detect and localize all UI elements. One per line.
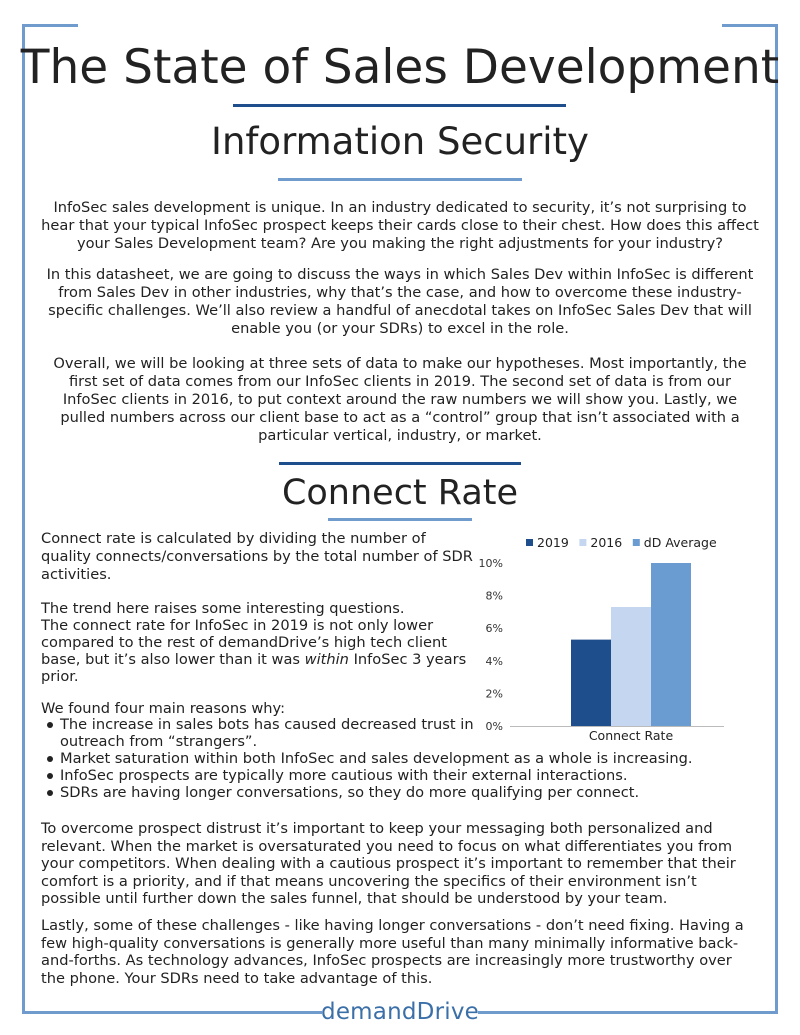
trend-text-a: The connect rate for InfoSec in 2019 is not only lower compared to the rest of demandDrive’s high tech client base, but it’s also lower than it was	[41, 617, 447, 668]
connect-rate-bar-chart	[470, 526, 730, 748]
reason-text: InfoSec prospects are typically more cautious with their external interactions.	[60, 767, 628, 784]
page-title: The State of Sales Development	[20, 40, 780, 95]
connect-rate-definition: Connect rate is calculated by dividing the number of quality connects/conversations by the total number of SDR activities.	[41, 530, 473, 583]
demanddrive-logo	[0, 997, 800, 1027]
frame-left	[22, 24, 25, 1014]
bullet-icon	[47, 790, 53, 796]
legend-label: dD Average	[643, 535, 717, 550]
title-divider	[233, 104, 566, 107]
y-tick-label: 0%	[485, 720, 503, 733]
connect-rate-trend	[41, 600, 471, 685]
y-tick-label: 8%	[485, 589, 503, 603]
bullet-icon	[47, 756, 53, 762]
y-tick-label: 4%	[485, 654, 503, 668]
page-subtitle: Information Security	[211, 120, 589, 163]
intro-paragraph-1: InfoSec sales development is unique. In an industry dedicated to security, it’s not surprising to hear that your typical InfoSec prospect keeps their cards close to their chest. How does this affect your Sales Development team? Are you making the right adjustments for your industry?	[41, 199, 759, 252]
x-category-label: Connect Rate	[588, 728, 674, 743]
frame-top-right	[722, 24, 778, 27]
legend-swatch	[579, 539, 586, 546]
bullet-icon	[47, 722, 53, 728]
reason-item	[44, 750, 780, 767]
intro-paragraph-3: Overall, we will be looking at three sets of data to make our hypotheses. Most importantly, the first set of data comes from our InfoSec clients in 2019. The second set of data is from our InfoSec clients in 2016, to put context around the raw numbers we will show you. Lastly, we pulled numbers across our client base to act as a “control” group that isn’t associated with a particular vertical, industry, or market.	[53, 355, 747, 444]
connect-rate-chart	[470, 526, 730, 748]
section-title-connect-rate: Connect Rate	[281, 473, 519, 513]
section-divider-top	[279, 462, 521, 465]
reason-text: Market saturation within both InfoSec and sales development as a whole is increasing.	[60, 750, 693, 767]
reasons-intro: We found four main reasons why:	[41, 700, 286, 717]
logo-drive: Drive	[416, 999, 479, 1025]
frame-right	[775, 24, 778, 1014]
bullet-icon	[47, 773, 53, 779]
section-divider-bottom	[328, 518, 472, 521]
overcome-paragraph: To overcome prospect distrust it’s important to keep your messaging both personalized and relevant. When the market is oversaturated you need to focus on what differentiates you from your competitors. When dealing with a cautious prospect it’s important to remember that their comfort is a priority, and if that means uncovering the specifics of their environment isn’t possible until further down the sales funnel, that should be understood by your team.	[41, 820, 736, 907]
logo-demand: demand	[321, 999, 417, 1025]
trend-emphasis: within	[304, 651, 349, 668]
reason-item	[44, 767, 780, 784]
legend-swatch	[526, 539, 533, 546]
intro-paragraph-2: In this datasheet, we are going to discuss the ways in which Sales Dev within InfoSec is different from Sales Dev in other industries, why that’s the case, and how to overcome these industry-specific challenges. We’ll also review a handful of anecdotal takes on InfoSec Sales Dev that will enable you (or your SDRs) to excel in the role.	[46, 266, 754, 337]
bar-dd-average	[651, 563, 691, 726]
legend-swatch	[633, 539, 640, 546]
trend-line-1: The trend here raises some interesting questions.	[41, 600, 405, 617]
reason-text: SDRs are having longer conversations, so they do more qualifying per connect.	[60, 784, 640, 801]
reason-text: The increase in sales bots has caused decreased trust in outreach from “strangers”.	[60, 716, 474, 750]
bar-2019	[571, 640, 611, 726]
lastly-paragraph: Lastly, some of these challenges - like having longer conversations - don’t need fixing. Having a few high-quality conversations is generally more useful than many minimally informative back-and-forths. As technology advances, InfoSec prospects are increasingly more trustworthy over the phone. Your SDRs need to take advantage of this.	[41, 917, 744, 987]
y-tick-label: 10%	[478, 557, 503, 570]
subtitle-divider	[278, 178, 522, 181]
reason-item	[44, 784, 780, 801]
y-tick-label: 6%	[485, 622, 503, 636]
frame-top-left	[22, 24, 78, 27]
bar-2016	[611, 607, 651, 726]
legend-label: 2019	[537, 535, 569, 550]
reason-item	[44, 716, 480, 750]
trend-text-b: InfoSec 3 years prior.	[41, 651, 467, 685]
y-tick-label: 2%	[485, 687, 503, 701]
legend-label: 2016	[590, 535, 623, 550]
